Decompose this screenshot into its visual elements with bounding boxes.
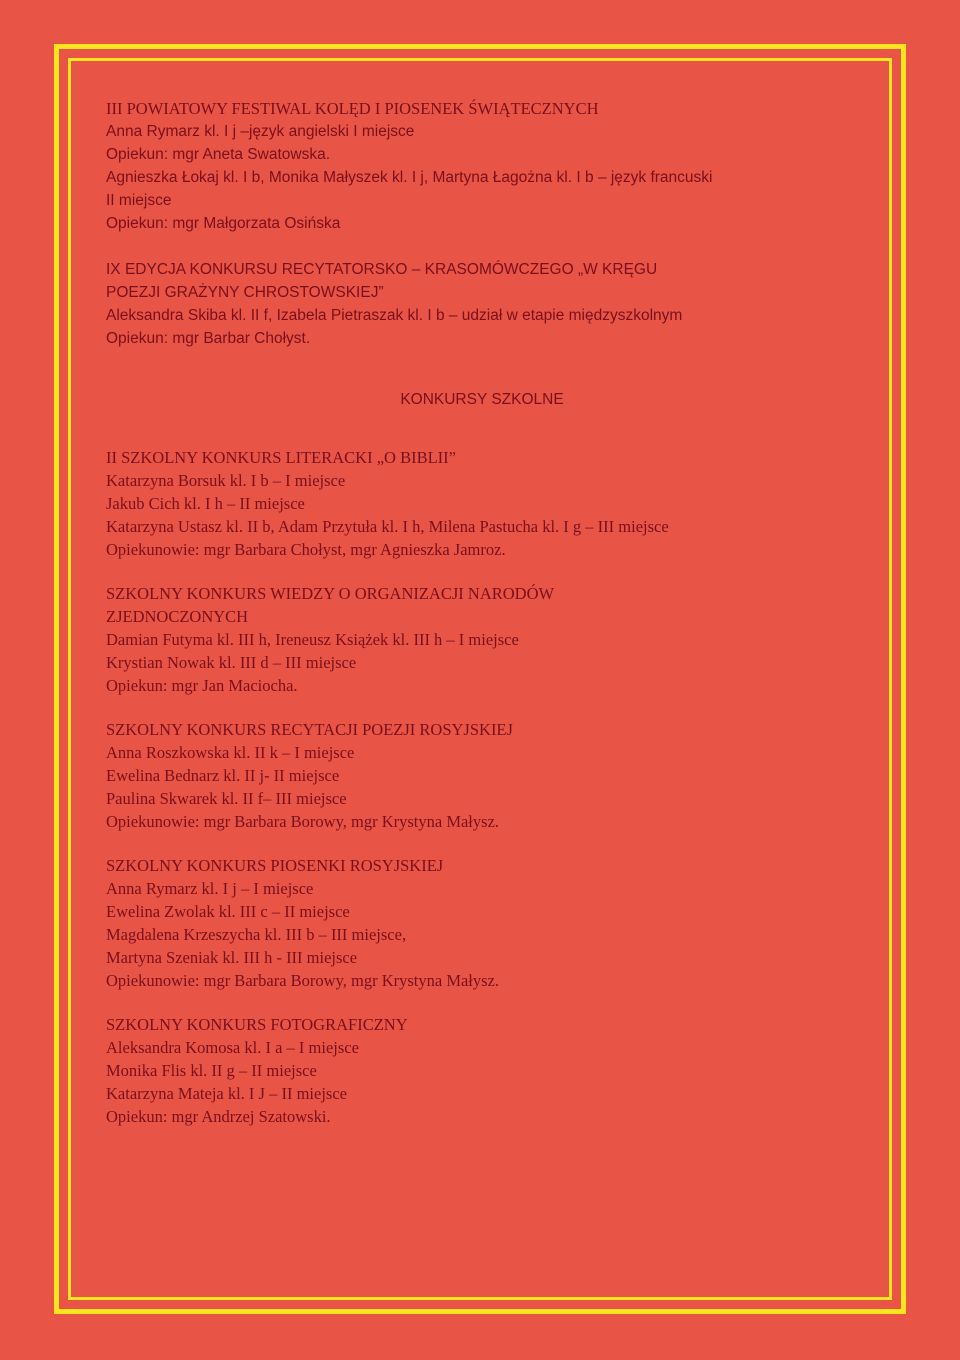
result-line: Ewelina Zwolak kl. III c – II miejsce: [106, 902, 350, 921]
supervisor-line: Opiekun: mgr Małgorzata Osińska: [106, 215, 341, 232]
result-line: Anna Roszkowska kl. II k – I miejsce: [106, 743, 355, 762]
supervisor-line: Opiekunowie: mgr Barbara Borowy, mgr Krystyna Małysz.: [106, 971, 500, 990]
result-line: Magdalena Krzeszycha kl. III b – III miejsce,: [106, 925, 407, 944]
supervisor-line: Opiekunowie: mgr Barbara Chołyst, mgr Agnieszka Jamroz.: [106, 540, 506, 559]
section-russian-poetry-contest: [106, 718, 858, 833]
supervisor-line: Opiekun: mgr Andrzej Szatowski.: [106, 1107, 331, 1126]
result-line: Paulina Skwarek kl. II f– III miejsce: [106, 789, 347, 808]
supervisor-line: Opiekun: mgr Jan Maciocha.: [106, 676, 298, 695]
section-title: II SZKOLNY KONKURS LITERACKI „O BIBLII”: [106, 448, 456, 467]
main-heading: KONKURSY SZKOLNE: [400, 391, 564, 408]
section-photo-contest: [106, 1013, 858, 1128]
supervisor-line: Opiekunowie: mgr Barbara Borowy, mgr Krystyna Małysz.: [106, 812, 500, 831]
section-title: IX EDYCJA KONKURSU RECYTATORSKO – KRASOMÓWCZEGO „W KRĘGU: [106, 261, 658, 278]
section-festival: [106, 97, 858, 235]
section-title: SZKOLNY KONKURS WIEDZY O ORGANIZACJI NARODÓW: [106, 584, 555, 603]
result-line: II miejsce: [106, 192, 172, 209]
result-line: Krystian Nowak kl. III d – III miejsce: [106, 653, 357, 672]
result-line: Anna Rymarz kl. I j – I miejsce: [106, 879, 314, 898]
result-line: Katarzyna Ustasz kl. II b, Adam Przytuła kl. I h, Milena Pastucha kl. I g – III miejsce: [106, 517, 669, 536]
section-bible-contest: [106, 446, 858, 561]
result-line: Jakub Cich kl. I h – II miejsce: [106, 494, 305, 513]
section-title-continued: POEZJI GRAŻYNY CHROSTOWSKIEJ”: [106, 284, 384, 301]
result-line: Aleksandra Komosa kl. I a – I miejsce: [106, 1038, 359, 1057]
result-line: Damian Futyma kl. III h, Ireneusz Książek kl. III h – I miejsce: [106, 630, 519, 649]
result-line: Martyna Szeniak kl. III h - III miejsce: [106, 948, 358, 967]
section-title: SZKOLNY KONKURS FOTOGRAFICZNY: [106, 1015, 408, 1034]
section-un-knowledge-contest: [106, 582, 858, 697]
result-line: Anna Rymarz kl. I j –język angielski I miejsce: [106, 123, 415, 140]
section-title: SZKOLNY KONKURS RECYTACJI POEZJI ROSYJSKIEJ: [106, 720, 513, 739]
section-title: SZKOLNY KONKURS PIOSENKI ROSYJSKIEJ: [106, 856, 444, 875]
result-line: Agnieszka Łokaj kl. I b, Monika Małyszek kl. I j, Martyna Łagożna kl. I b – język francuski: [106, 169, 713, 186]
section-russian-song-contest: [106, 854, 858, 992]
result-line: Katarzyna Borsuk kl. I b – I miejsce: [106, 471, 346, 490]
supervisor-line: Opiekun: mgr Aneta Swatowska.: [106, 146, 331, 163]
section-title: III POWIATOWY FESTIWAL KOLĘD I PIOSENEK ŚWIĄTECZNYCH: [106, 99, 599, 118]
result-line: Monika Flis kl. II g – II miejsce: [106, 1061, 317, 1080]
result-line: Ewelina Bednarz kl. II j- II miejsce: [106, 766, 340, 785]
supervisor-line: Opiekun: mgr Barbar Chołyst.: [106, 330, 311, 347]
result-line: Aleksandra Skiba kl. II f, Izabela Pietraszak kl. I b – udział w etapie międzyszkolnym: [106, 307, 683, 324]
document-body: [106, 97, 858, 1128]
section-recitation-contest: [106, 258, 858, 350]
section-title-continued: ZJEDNOCZONYCH: [106, 607, 249, 626]
result-line: Katarzyna Mateja kl. I J – II miejsce: [106, 1084, 347, 1103]
